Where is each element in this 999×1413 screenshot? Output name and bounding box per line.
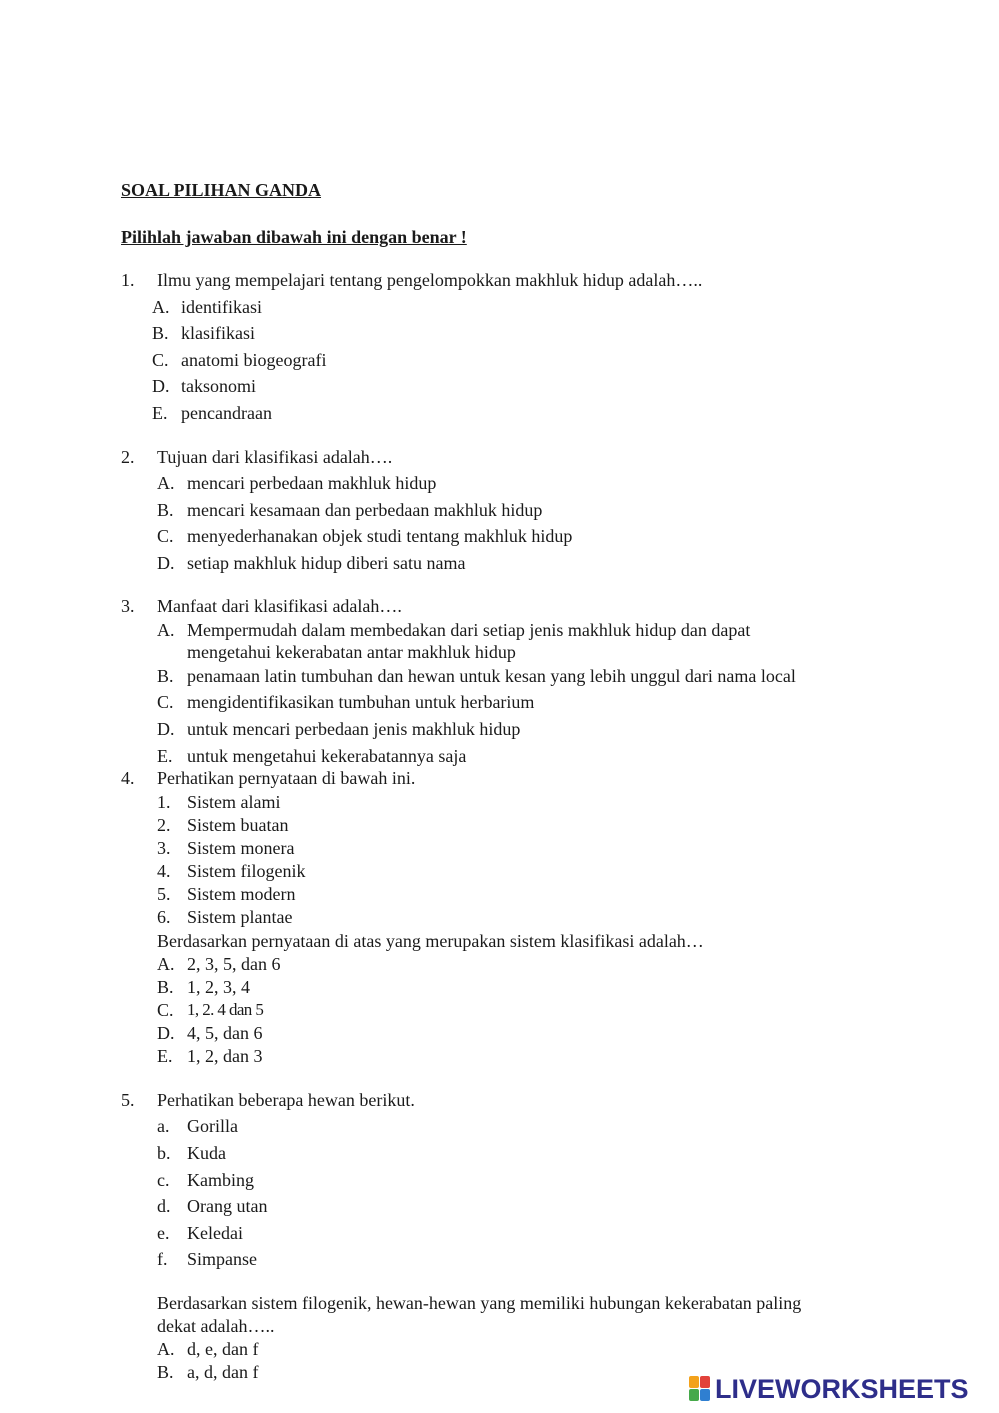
option-label: A. — [157, 1339, 175, 1359]
option-text: identifikasi — [181, 297, 262, 317]
option-text: taksonomi — [181, 376, 256, 396]
option-label: C. — [157, 526, 174, 546]
statement-label: 1. — [157, 792, 171, 812]
animal-label: a. — [157, 1116, 170, 1136]
option-label: E. — [157, 1046, 173, 1066]
animal-text: Orang utan — [187, 1196, 268, 1216]
option-label: D. — [157, 719, 175, 739]
question-text: Perhatikan beberapa hewan berikut. — [157, 1090, 415, 1110]
liveworksheets-logo — [689, 1372, 969, 1406]
option-label: B. — [152, 323, 169, 343]
liveworksheets-logo-text: LIVEWORKSHEETS — [715, 1373, 969, 1404]
statement-text: Sistem plantae — [187, 907, 293, 927]
liveworksheets-logo-icon — [689, 1376, 711, 1402]
option-label: A. — [157, 620, 175, 640]
option-label: C. — [157, 1000, 174, 1020]
animal-label: f. — [157, 1249, 168, 1269]
option-label: C. — [152, 350, 169, 370]
statement-text: Sistem modern — [187, 884, 296, 904]
option-label: B. — [157, 500, 174, 520]
option-text: untuk mengetahui kekerabatannya saja — [187, 746, 467, 766]
option-text: d, e, dan f — [187, 1339, 259, 1359]
question-number: 4. — [121, 768, 135, 788]
option-label: B. — [157, 977, 174, 997]
animal-label: d. — [157, 1196, 171, 1216]
question-text: Tujuan dari klasifikasi adalah…. — [157, 447, 393, 467]
animal-text: Keledai — [187, 1223, 243, 1243]
statement-label: 5. — [157, 884, 171, 904]
statement-label: 4. — [157, 861, 171, 881]
animal-text: Simpanse — [187, 1249, 257, 1269]
option-label: E. — [157, 746, 173, 766]
statement-text: Sistem filogenik — [187, 861, 306, 881]
option-text: menyederhanakan objek studi tentang makhluk hidup — [187, 526, 573, 546]
option-label: A. — [157, 473, 175, 493]
animal-label: e. — [157, 1223, 170, 1243]
statement-text: Sistem monera — [187, 838, 295, 858]
animal-label: c. — [157, 1170, 170, 1190]
animal-text: Gorilla — [187, 1116, 238, 1136]
option-label: D. — [157, 1023, 175, 1043]
option-text: anatomi biogeografi — [181, 350, 327, 370]
page-title: SOAL PILIHAN GANDA — [121, 180, 322, 200]
question-number: 2. — [121, 447, 135, 467]
animal-text: Kambing — [187, 1170, 254, 1190]
option-text: penamaan latin tumbuhan dan hewan untuk kesan yang lebih unggul dari nama local — [187, 666, 796, 686]
option-text: Mempermudah dalam membedakan dari setiap jenis makhluk hidup dan dapat — [187, 620, 751, 640]
option-text-continued: mengetahui kekerabatan antar makhluk hidup — [187, 642, 516, 662]
animal-text: Kuda — [187, 1143, 226, 1163]
option-text: a, d, dan f — [187, 1362, 259, 1382]
option-text: 4, 5, dan 6 — [187, 1023, 263, 1043]
question-prompt: Berdasarkan sistem filogenik, hewan-hewan yang memiliki hubungan kekerabatan paling — [157, 1293, 802, 1313]
option-label: D. — [152, 376, 170, 396]
option-text: pencandraan — [181, 403, 272, 423]
option-text: setiap makhluk hidup diberi satu nama — [187, 553, 466, 573]
option-label: B. — [157, 666, 174, 686]
question-number: 5. — [121, 1090, 135, 1110]
question-number: 3. — [121, 596, 135, 616]
option-text: klasifikasi — [181, 323, 255, 343]
question-text: Manfaat dari klasifikasi adalah…. — [157, 596, 402, 616]
option-label: A. — [152, 297, 170, 317]
option-label: B. — [157, 1362, 174, 1382]
animal-label: b. — [157, 1143, 171, 1163]
statement-label: 6. — [157, 907, 171, 927]
question-prompt: Berdasarkan pernyataan di atas yang merupakan sistem klasifikasi adalah… — [157, 931, 704, 951]
option-label: C. — [157, 692, 174, 712]
statement-label: 2. — [157, 815, 171, 835]
option-text: mencari kesamaan dan perbedaan makhluk hidup — [187, 500, 543, 520]
option-text: 1, 2. 4 dan 5 — [187, 1000, 264, 1019]
statement-text: Sistem alami — [187, 792, 281, 812]
question-text: Ilmu yang mempelajari tentang pengelompokkan makhluk hidup adalah….. — [157, 270, 703, 290]
option-label: A. — [157, 954, 175, 974]
statement-label: 3. — [157, 838, 171, 858]
question-prompt-continued: dekat adalah….. — [157, 1316, 275, 1336]
option-text: 1, 2, 3, 4 — [187, 977, 250, 997]
question-number: 1. — [121, 270, 135, 290]
question-text: Perhatikan pernyataan di bawah ini. — [157, 768, 416, 788]
option-text: 2, 3, 5, dan 6 — [187, 954, 281, 974]
option-text: untuk mencari perbedaan jenis makhluk hidup — [187, 719, 521, 739]
instruction: Pilihlah jawaban dibawah ini dengan benar ! — [121, 227, 467, 247]
option-text: mencari perbedaan makhluk hidup — [187, 473, 437, 493]
option-text: mengidentifikasikan tumbuhan untuk herbarium — [187, 692, 535, 712]
option-label: E. — [152, 403, 168, 423]
option-label: D. — [157, 553, 175, 573]
statement-text: Sistem buatan — [187, 815, 289, 835]
option-text: 1, 2, dan 3 — [187, 1046, 263, 1066]
